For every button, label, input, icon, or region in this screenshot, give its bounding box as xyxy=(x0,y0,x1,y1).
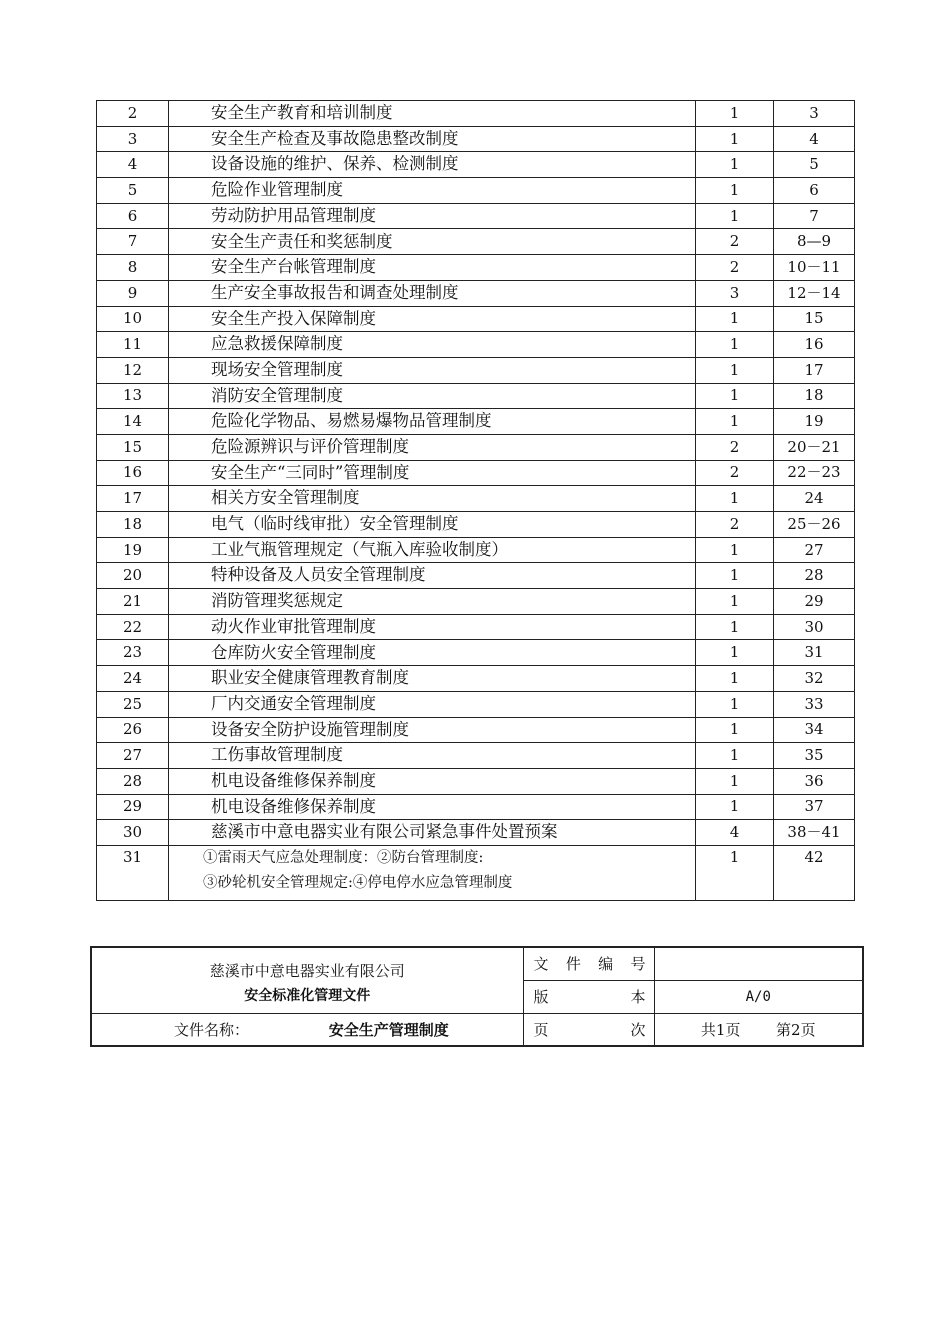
row-title-line: ①雷雨天气应急处理制度：②防台管理制度: xyxy=(203,849,484,866)
table-row xyxy=(97,409,855,435)
row-title: 安全生产投入保障制度 xyxy=(169,306,696,332)
row-page-count: 1 xyxy=(696,126,774,152)
row-page-count: 1 xyxy=(696,794,774,820)
table-row xyxy=(97,229,855,255)
table-row xyxy=(97,640,855,666)
row-page-range: 30 xyxy=(774,614,855,640)
row-title: 安全生产台帐管理制度 xyxy=(169,255,696,281)
row-number: 21 xyxy=(97,589,169,615)
page-label-char: 页 xyxy=(533,1020,549,1039)
file-name-cell xyxy=(91,1013,523,1046)
row-title: 现场安全管理制度 xyxy=(169,357,696,383)
company-cell xyxy=(91,947,523,1013)
contents-table xyxy=(96,100,855,901)
row-page-range: 27 xyxy=(774,537,855,563)
table-row xyxy=(97,537,855,563)
row-title: 慈溪市中意电器实业有限公司紧急事件处置预案 xyxy=(169,820,696,846)
row-title: 工业气瓶管理规定（气瓶入库验收制度） xyxy=(169,537,696,563)
row-title: 安全生产“三同时”管理制度 xyxy=(169,460,696,486)
row-title: 劳动防护用品管理制度 xyxy=(169,203,696,229)
table-row xyxy=(97,820,855,846)
row-number: 18 xyxy=(97,512,169,538)
row-page-range: 17 xyxy=(774,357,855,383)
row-number: 16 xyxy=(97,460,169,486)
table-row xyxy=(97,152,855,178)
row-page-count: 2 xyxy=(696,460,774,486)
row-title: 设备安全防护设施管理制度 xyxy=(169,717,696,743)
row-number: 23 xyxy=(97,640,169,666)
row-page-range: 35 xyxy=(774,743,855,769)
row-page-range: 20－21 xyxy=(774,434,855,460)
row-page-range: 33 xyxy=(774,691,855,717)
row-number: 12 xyxy=(97,357,169,383)
row-page-range: 42 xyxy=(774,845,855,900)
row-title: 危险化学物品、易燃易爆物品管理制度 xyxy=(169,409,696,435)
doc-no-label-char: 件 xyxy=(565,955,581,974)
row-number: 29 xyxy=(97,794,169,820)
row-page-count: 2 xyxy=(696,255,774,281)
row-title: 机电设备维修保养制度 xyxy=(169,794,696,820)
doc-no-label-char: 号 xyxy=(630,955,646,974)
table-row xyxy=(97,203,855,229)
row-title: 职业安全健康管理教育制度 xyxy=(169,666,696,692)
row-page-range: 34 xyxy=(774,717,855,743)
row-number: 9 xyxy=(97,280,169,306)
row-title: 危险作业管理制度 xyxy=(169,178,696,204)
row-number: 31 xyxy=(97,845,169,900)
row-page-count: 1 xyxy=(696,383,774,409)
row-title: 机电设备维修保养制度 xyxy=(169,768,696,794)
row-page-count: 1 xyxy=(696,845,774,900)
row-title: 安全生产责任和奖惩制度 xyxy=(169,229,696,255)
table-row xyxy=(97,178,855,204)
row-page-range: 24 xyxy=(774,486,855,512)
row-number: 7 xyxy=(97,229,169,255)
file-name-label: 文件名称： xyxy=(174,1020,250,1039)
company-name: 慈溪市中意电器实业有限公司 xyxy=(209,962,405,980)
version-label-cell xyxy=(523,980,654,1013)
row-page-count: 1 xyxy=(696,409,774,435)
row-page-count: 1 xyxy=(696,691,774,717)
version-label-char: 本 xyxy=(630,988,646,1006)
row-number: 22 xyxy=(97,614,169,640)
page-current: 第2页 xyxy=(776,1020,816,1039)
row-number: 11 xyxy=(97,332,169,358)
row-page-count: 1 xyxy=(696,537,774,563)
table-row xyxy=(97,101,855,127)
table-row xyxy=(97,768,855,794)
row-page-range: 38－41 xyxy=(774,820,855,846)
row-number: 13 xyxy=(97,383,169,409)
table-row xyxy=(97,666,855,692)
page-info xyxy=(654,1013,863,1046)
row-page-range: 37 xyxy=(774,794,855,820)
row-page-range: 8—9 xyxy=(774,229,855,255)
table-row xyxy=(97,794,855,820)
table-row xyxy=(97,306,855,332)
table-row xyxy=(97,280,855,306)
row-title: 生产安全事故报告和调查处理制度 xyxy=(169,280,696,306)
table-row xyxy=(97,434,855,460)
page-label-char: 次 xyxy=(630,1020,646,1039)
table-row xyxy=(97,383,855,409)
row-number: 10 xyxy=(97,306,169,332)
row-page-count: 1 xyxy=(696,203,774,229)
row-page-range: 22－23 xyxy=(774,460,855,486)
row-title: 设备设施的维护、保养、检测制度 xyxy=(169,152,696,178)
row-page-range: 19 xyxy=(774,409,855,435)
table-row xyxy=(97,717,855,743)
row-page-range: 6 xyxy=(774,178,855,204)
row-title: 工伤事故管理制度 xyxy=(169,743,696,769)
row-number: 27 xyxy=(97,743,169,769)
row-number: 6 xyxy=(97,203,169,229)
row-page-count: 1 xyxy=(696,563,774,589)
doc-no-label-char: 文 xyxy=(533,955,549,974)
row-title: 安全生产检查及事故隐患整改制度 xyxy=(169,126,696,152)
row-page-count: 1 xyxy=(696,101,774,127)
page-label xyxy=(524,1019,654,1040)
row-page-count: 1 xyxy=(696,589,774,615)
row-page-count: 1 xyxy=(696,717,774,743)
row-page-count: 1 xyxy=(696,357,774,383)
doc-no-label-char: 编 xyxy=(598,955,614,974)
row-number: 4 xyxy=(97,152,169,178)
row-page-range: 36 xyxy=(774,768,855,794)
row-page-count: 1 xyxy=(696,640,774,666)
row-number: 15 xyxy=(97,434,169,460)
row-page-count: 1 xyxy=(696,486,774,512)
row-page-count: 1 xyxy=(696,152,774,178)
table-row xyxy=(97,589,855,615)
row-number: 3 xyxy=(97,126,169,152)
row-number: 24 xyxy=(97,666,169,692)
row-number: 5 xyxy=(97,178,169,204)
row-title: 电气（临时线审批）安全管理制度 xyxy=(169,512,696,538)
contents-table-body xyxy=(97,101,855,901)
row-page-count: 2 xyxy=(696,512,774,538)
row-number: 17 xyxy=(97,486,169,512)
row-page-range: 3 xyxy=(774,101,855,127)
row-page-range: 25－26 xyxy=(774,512,855,538)
table-row xyxy=(97,691,855,717)
file-name-value: 安全生产管理制度 xyxy=(328,1020,449,1039)
table-row xyxy=(97,460,855,486)
document-type: 安全标准化管理文件 xyxy=(244,988,371,1004)
row-page-range: 28 xyxy=(774,563,855,589)
row-title-line: ③砂轮机安全管理规定:④停电停水应急管理制度 xyxy=(203,874,513,891)
row-page-range: 32 xyxy=(774,666,855,692)
row-number: 19 xyxy=(97,537,169,563)
row-number: 28 xyxy=(97,768,169,794)
row-page-count: 1 xyxy=(696,306,774,332)
row-page-count: 3 xyxy=(696,280,774,306)
row-number: 14 xyxy=(97,409,169,435)
table-row xyxy=(97,332,855,358)
row-title xyxy=(169,845,696,900)
table-row xyxy=(97,255,855,281)
row-title: 动火作业审批管理制度 xyxy=(169,614,696,640)
table-row xyxy=(97,486,855,512)
row-title: 厂内交通安全管理制度 xyxy=(169,691,696,717)
row-title: 仓库防火安全管理制度 xyxy=(169,640,696,666)
row-title: 应急救援保障制度 xyxy=(169,332,696,358)
row-page-count: 4 xyxy=(696,820,774,846)
row-title: 安全生产教育和培训制度 xyxy=(169,101,696,127)
row-page-range: 31 xyxy=(774,640,855,666)
row-page-count: 1 xyxy=(696,666,774,692)
row-page-count: 1 xyxy=(696,768,774,794)
table-row xyxy=(97,512,855,538)
row-title: 相关方安全管理制度 xyxy=(169,486,696,512)
row-number: 25 xyxy=(97,691,169,717)
doc-no-value xyxy=(654,947,863,980)
row-page-range: 5 xyxy=(774,152,855,178)
row-page-count: 1 xyxy=(696,332,774,358)
row-page-count: 1 xyxy=(696,178,774,204)
table-row xyxy=(97,845,855,900)
row-title: 消防管理奖惩规定 xyxy=(169,589,696,615)
row-page-range: 4 xyxy=(774,126,855,152)
row-page-count: 2 xyxy=(696,434,774,460)
version-value: A/0 xyxy=(654,980,863,1013)
row-page-range: 12－14 xyxy=(774,280,855,306)
table-row xyxy=(97,357,855,383)
row-page-range: 18 xyxy=(774,383,855,409)
row-page-count: 2 xyxy=(696,229,774,255)
row-title: 危险源辨识与评价管理制度 xyxy=(169,434,696,460)
page-label-cell xyxy=(523,1013,654,1046)
row-page-range: 15 xyxy=(774,306,855,332)
table-row xyxy=(97,563,855,589)
table-row xyxy=(97,126,855,152)
row-page-range: 10－11 xyxy=(774,255,855,281)
row-page-range: 29 xyxy=(774,589,855,615)
document-control-block xyxy=(90,946,864,1047)
row-number: 26 xyxy=(97,717,169,743)
row-page-range: 7 xyxy=(774,203,855,229)
row-title: 特种设备及人员安全管理制度 xyxy=(169,563,696,589)
page-total: 共1页 xyxy=(700,1020,741,1039)
row-number: 2 xyxy=(97,101,169,127)
version-label xyxy=(524,986,654,1007)
doc-no-label-cell xyxy=(523,947,654,980)
row-page-count: 1 xyxy=(696,614,774,640)
row-number: 20 xyxy=(97,563,169,589)
row-page-range: 16 xyxy=(774,332,855,358)
row-page-count: 1 xyxy=(696,743,774,769)
row-number: 30 xyxy=(97,820,169,846)
table-row xyxy=(97,743,855,769)
row-title: 消防安全管理制度 xyxy=(169,383,696,409)
version-label-char: 版 xyxy=(533,988,549,1006)
row-number: 8 xyxy=(97,255,169,281)
table-row xyxy=(97,614,855,640)
doc-no-label xyxy=(524,953,654,974)
